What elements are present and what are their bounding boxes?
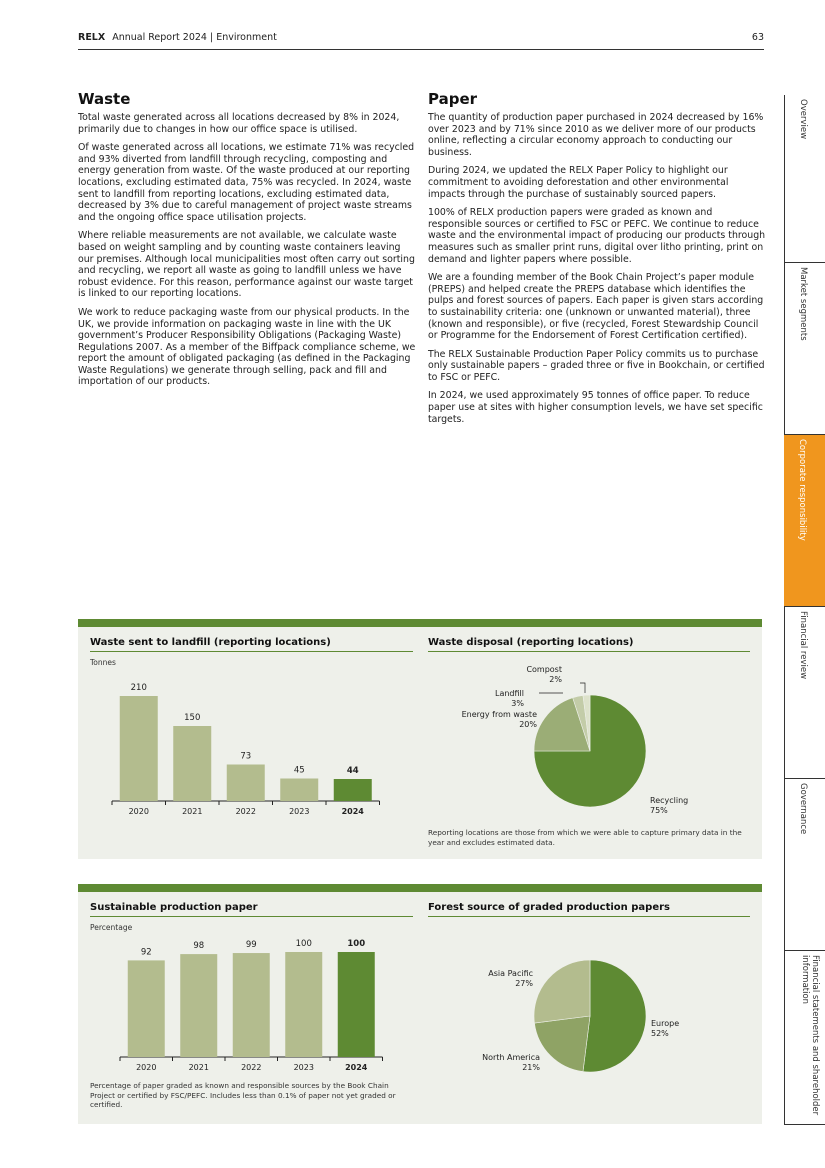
side-tab-market-segments[interactable] <box>784 263 825 435</box>
bar-2020 <box>128 960 165 1057</box>
side-tab-corporate-responsibility[interactable] <box>784 435 825 607</box>
sustainable-paper-bar-chart <box>78 892 418 1078</box>
waste-disposal-pie-chart <box>420 657 762 827</box>
bar-2020 <box>120 696 158 801</box>
category-label: 2024 <box>341 807 364 816</box>
category-label: 2022 <box>241 1063 262 1072</box>
waste-heading: Waste <box>78 90 131 108</box>
paper-paragraph: The RELX Sustainable Production Paper Policy commits us to purchase only sustainable papers – graded three or five in Bookchain, or certified to FSC or PEFC. <box>428 348 765 383</box>
pie-slice-asia-pacific <box>534 960 590 1023</box>
slice-label: 75% <box>650 806 668 815</box>
bar-2024 <box>338 952 375 1057</box>
panel-accent-bar <box>78 619 762 627</box>
slice-label: Landfill <box>495 689 524 698</box>
panel-accent-bar <box>78 884 762 892</box>
category-label: 2021 <box>182 807 203 816</box>
side-tab-governance[interactable] <box>784 779 825 951</box>
slice-label: 52% <box>651 1029 669 1038</box>
category-label: 2022 <box>235 807 256 816</box>
slice-label: 21% <box>522 1063 540 1072</box>
slice-label: Recycling <box>650 796 689 805</box>
waste-paragraph: Of waste generated across all locations, we estimate 71% was recycled and 93% diverted from landfill through recycling, composting and energy generation from waste. Of the waste produced at our reporting locations, excluding estimated data, 75% was recycled. In 2024, waste sent to landfill from reporting locations, excluding estimated data, decreased by 3% due to careful management of project waste streams and the ongoing office space utilisation projects. <box>78 142 415 223</box>
paper-paragraph: During 2024, we updated the RELX Paper Policy to highlight our commitment to avoiding deforestation and other environmental impacts through the purchase of sustainably sourced papers. <box>428 165 729 200</box>
page-number: 63 <box>751 32 764 43</box>
brand-name: RELX <box>78 32 106 43</box>
chart-title: Waste sent to landfill (reporting locations) <box>90 637 413 652</box>
slice-label: Compost <box>526 665 562 674</box>
value-label: 150 <box>184 713 201 723</box>
waste-section <box>78 90 416 395</box>
bar-2021 <box>180 954 217 1057</box>
chart-unit: Tonnes <box>90 658 116 667</box>
waste-paragraph: Where reliable measurements are not available, we calculate waste based on weight sampling and by counting waste containers leaving our premises. Although local municipalities most often carry out sorting and recycling, we report all waste as going to landfill unless we have robust evidence. For this reason, performance against our waste target is linked to our reporting locations. <box>78 230 415 300</box>
bar-2024 <box>334 779 372 801</box>
paper-paragraph: We are a founding member of the Book Chain Project’s paper module (PREPS) and helped create the PREPS database which identifies the pulps and forest sources of papers. Each paper is given stars according to sustainability criteria: one (unknown or unwanted material), three (known and responsible), or five (recycled, Forest Stewardship Council or Programme for the Endorsement of Forest Certification certified). <box>428 272 764 342</box>
side-tab-label: Market segments <box>798 267 808 341</box>
category-label: 2024 <box>345 1063 368 1072</box>
chart-note: Percentage of paper graded as known and responsible sources by the Book Chain Project or certified by FSC/PEFC. Includes less than 0.1% of paper not yet graded or certified. <box>90 1081 396 1109</box>
pie-slice-europe <box>583 960 646 1072</box>
waste-paragraph: Total waste generated across all locations decreased by 8% in 2024, primarily due to changes in how our office space is utilised. <box>78 112 400 135</box>
report-title: Annual Report 2024 | Environment <box>112 32 277 43</box>
slice-label: 20% <box>519 720 537 729</box>
bar-2022 <box>233 953 270 1057</box>
side-tab-financial-review[interactable] <box>784 607 825 779</box>
side-tab-label: Financial statements and shareholder information <box>800 955 820 1116</box>
forest-source-pie-chart <box>420 922 762 1112</box>
category-label: 2023 <box>289 807 310 816</box>
value-label: 92 <box>140 947 152 958</box>
paper-charts-panel <box>78 892 762 1124</box>
value-label: 210 <box>130 683 147 693</box>
category-label: 2020 <box>136 1063 157 1072</box>
slice-label: North America <box>482 1053 540 1062</box>
waste-paragraph: We work to reduce packaging waste from our physical products. In the UK, we provide information on packaging waste in line with the UK government’s Producer Responsibility Obligations (Packaging Waste) Regulations 2007. As a member of the Biffpack compliance scheme, we report the amount of obligated packaging (as defined in the Packaging Waste Regulations) we generate through selling, pack and fill and importation of our products. <box>78 306 416 388</box>
bar-2021 <box>173 726 211 801</box>
paper-paragraph: In 2024, we used approximately 95 tonnes of office paper. To reduce paper use at sites with higher consumption levels, we have set specific targets. <box>428 390 763 425</box>
slice-label: 27% <box>515 979 533 988</box>
leader-line <box>580 683 585 693</box>
slice-label: Europe <box>651 1019 680 1028</box>
side-tab-label: Overview <box>798 99 808 140</box>
side-tab-financial-statements[interactable] <box>784 951 825 1125</box>
value-label: 100 <box>347 939 366 949</box>
category-label: 2021 <box>188 1063 209 1072</box>
value-label: 100 <box>295 939 312 949</box>
bar-2022 <box>227 765 265 802</box>
chart-title: Forest source of graded production papers <box>428 902 750 917</box>
paper-paragraph: The quantity of production paper purchased in 2024 decreased by 16% over 2023 and by 71% since 2010 as we deliver more of our products online, reflecting a circular economy approach to conducting our business. <box>428 112 764 158</box>
paper-heading: Paper <box>428 90 478 108</box>
bar-2023 <box>280 779 318 802</box>
landfill-bar-chart <box>78 627 418 859</box>
chart-unit: Percentage <box>90 923 133 932</box>
side-tab-overview[interactable] <box>784 95 825 263</box>
paper-section <box>428 90 766 432</box>
value-label: 98 <box>193 941 205 952</box>
page-header <box>78 30 764 50</box>
value-label: 99 <box>245 940 257 951</box>
bar-2023 <box>285 952 322 1057</box>
side-tab-label: Governance <box>798 783 808 835</box>
side-tab-label: Financial review <box>798 611 808 680</box>
chart-title: Sustainable production paper <box>90 902 413 917</box>
waste-charts-panel <box>78 627 762 859</box>
slice-label: 3% <box>511 699 524 708</box>
slice-label: Energy from waste <box>461 710 537 719</box>
category-label: 2020 <box>128 807 149 816</box>
value-label: 44 <box>346 766 359 776</box>
slice-label: Asia Pacific <box>488 969 533 978</box>
chart-title: Waste disposal (reporting locations) <box>428 637 750 652</box>
chart-note: Reporting locations are those from which we were able to capture primary data in the year and excludes estimated data. <box>428 828 742 847</box>
value-label: 45 <box>293 765 305 776</box>
value-label: 73 <box>240 751 252 762</box>
slice-label: 2% <box>549 675 562 684</box>
side-tab-label: Corporate responsibility <box>797 439 807 541</box>
pie-slice-north-america <box>534 1016 590 1072</box>
category-label: 2023 <box>293 1063 314 1072</box>
paper-paragraph: 100% of RELX production papers were graded as known and responsible sources or certified to FSC or PEFC. We continue to reduce waste and the environmental impact of producing our products through measures such as smaller print runs, digital over litho printing, print on demand and lighter papers where possible. <box>428 207 766 265</box>
